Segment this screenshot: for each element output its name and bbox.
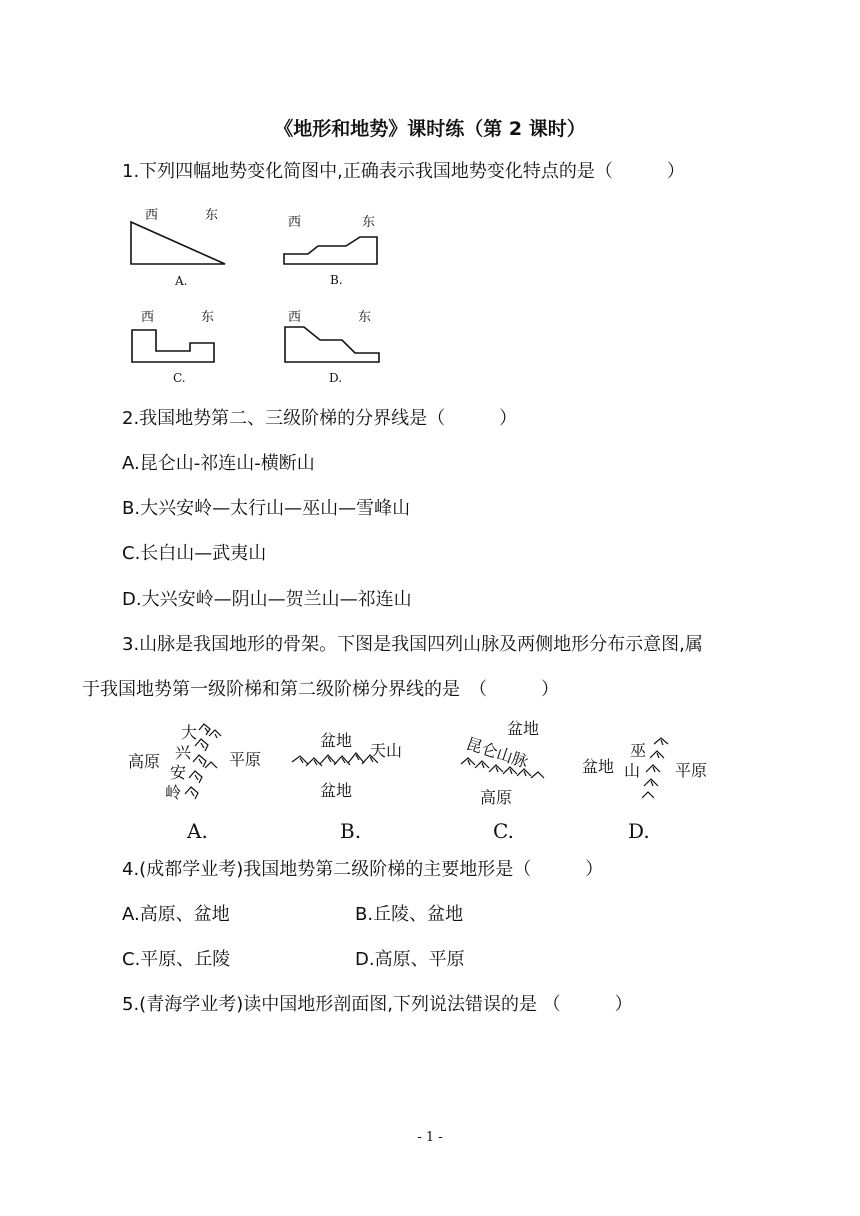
east-label: 东 — [358, 310, 372, 325]
mountain-char: 巫 — [630, 741, 647, 760]
q3-diagram-d — [580, 718, 720, 848]
question-3-stem-line2: 于我国地势第一级阶梯和第二级阶梯分界线的是 （ ） — [82, 679, 559, 700]
mountain-symbol — [292, 753, 378, 766]
terrain-profile-d — [285, 327, 379, 362]
q3-diagram-c — [455, 712, 585, 848]
q4-option-b: B.丘陵、盆地 — [355, 904, 464, 925]
page-title: 《地形和地势》课时练（第 2 课时） — [274, 118, 586, 140]
west-label: 西 — [145, 208, 159, 223]
mountain-char: 兴 — [175, 743, 192, 762]
east-label: 东 — [201, 310, 215, 325]
page-number: - 1 - — [417, 1130, 443, 1145]
question-2-stem: 2.我国地势第二、三级阶梯的分界线是（ ） — [122, 408, 518, 429]
option-label-a: A. — [187, 819, 208, 843]
q3-diagram-a — [125, 718, 275, 848]
q2-option-c: C.长白山—武夷山 — [122, 543, 267, 564]
mountain-name-kunlun: 昆仑山脉 — [463, 733, 531, 772]
option-label-a: A. — [175, 274, 188, 288]
east-label: 东 — [205, 208, 219, 223]
option-label-c: C. — [493, 819, 514, 843]
plateau-label: 高原 — [480, 788, 513, 807]
basin-label: 盆地 — [582, 757, 615, 776]
question-1-stem: 1.下列四幅地势变化简图中,正确表示我国地势变化特点的是（ ） — [122, 161, 685, 182]
q2-option-d: D.大兴安岭—阴山—贺兰山—祁连山 — [122, 589, 412, 610]
mountain-char: 大 — [181, 723, 198, 742]
west-label: 西 — [288, 310, 302, 325]
basin-label: 盆地 — [507, 719, 540, 738]
option-label-d: D. — [628, 819, 650, 843]
terrain-profile-b — [284, 237, 377, 264]
east-label: 东 — [362, 215, 376, 230]
option-label-b: B. — [340, 819, 362, 843]
plateau-label: 高原 — [128, 752, 161, 771]
q1-diagram-c — [125, 308, 235, 390]
west-label: 西 — [288, 215, 302, 230]
q1-diagram-d — [282, 308, 392, 390]
q2-option-b: B.大兴安岭—太行山—巫山—雪峰山 — [122, 498, 411, 519]
q4-option-a: A.高原、盆地 — [122, 904, 230, 925]
q4-option-d: D.高原、平原 — [355, 949, 465, 970]
west-label: 西 — [141, 310, 155, 325]
basin-label-top: 盆地 — [320, 731, 353, 750]
question-5-stem: 5.(青海学业考)读中国地形剖面图,下列说法错误的是 （ ） — [122, 994, 633, 1015]
basin-label-bottom: 盆地 — [320, 781, 353, 800]
q1-diagram-a — [125, 205, 245, 295]
question-4-stem: 4.(成都学业考)我国地势第二级阶梯的主要地形是（ ） — [122, 859, 604, 880]
mountain-char: 岭 — [165, 783, 182, 802]
plain-label: 平原 — [229, 750, 262, 769]
mountain-char: 安 — [170, 763, 187, 782]
plain-label: 平原 — [675, 761, 708, 780]
option-label-c: C. — [173, 371, 186, 385]
q1-diagram-b — [280, 212, 390, 294]
terrain-profile-a — [131, 222, 225, 264]
mountain-name-daxinganling — [165, 723, 197, 802]
mountain-char: 山 — [624, 761, 641, 780]
mountain-name-tianshan: 天山 — [370, 741, 403, 760]
mountain-name-wushan — [624, 741, 646, 780]
terrain-profile-c — [132, 330, 214, 362]
q2-option-a: A.昆仑山-祁连山-横断山 — [122, 453, 315, 474]
q3-diagram-b — [290, 718, 420, 848]
q4-option-c: C.平原、丘陵 — [122, 949, 231, 970]
question-3-stem-line1: 3.山脉是我国地形的骨架。下图是我国四列山脉及两侧地形分布示意图,属 — [122, 634, 703, 655]
option-label-b: B. — [330, 273, 343, 287]
option-label-d: D. — [329, 371, 343, 385]
